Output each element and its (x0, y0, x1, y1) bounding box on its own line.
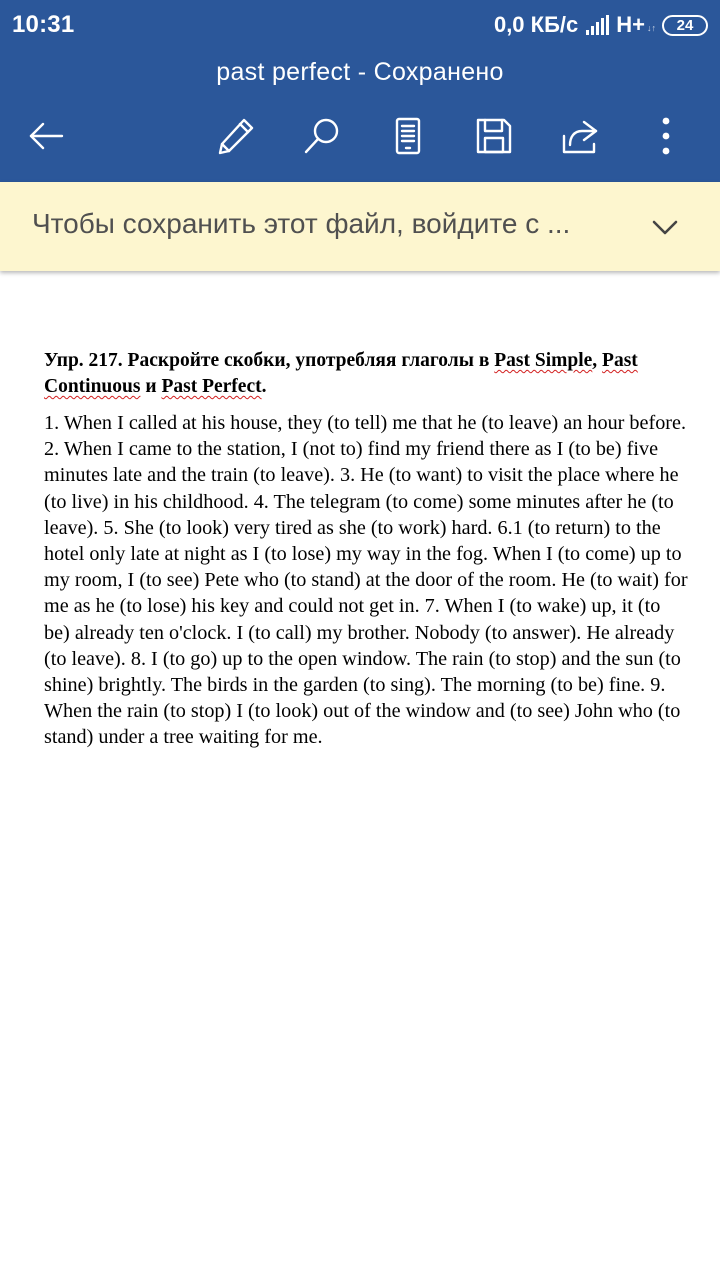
mobile-view-icon (388, 116, 428, 156)
heading-intro: Упр. 217. Раскройте скобки, употребляя глаголы в (44, 350, 495, 371)
expand-banner-button[interactable] (648, 210, 682, 244)
battery-level: 24 (676, 16, 694, 34)
signin-message: Чтобы сохранить этот файл, войдите с ... (32, 208, 571, 239)
search-icon (302, 116, 342, 156)
network-activity-icon: ↓↑ (647, 23, 656, 33)
edit-button[interactable] (208, 108, 264, 164)
spelling-flag-past-simple: Past Simple (494, 350, 593, 371)
search-button[interactable] (294, 108, 350, 164)
document-title: past perfect - Сохранено (216, 58, 504, 86)
share-button[interactable] (552, 108, 608, 164)
network-speed: 0,0 КБ/с (493, 12, 579, 37)
signal-strength-icon (586, 15, 610, 35)
pencil-icon (216, 116, 256, 156)
document-page[interactable] (44, 348, 688, 751)
spelling-flag-past-continuous: Past Continuous (44, 350, 638, 397)
heading-comma: , (592, 350, 603, 371)
more-options-button[interactable] (638, 108, 694, 164)
battery-icon (662, 15, 708, 36)
status-indicators (494, 10, 708, 40)
arrow-left-icon (26, 116, 66, 156)
save-icon (474, 116, 514, 156)
heading-and: и (140, 376, 162, 397)
exercise-text: 1. When I called at his house, they (to tell) me that he (to leave) an hour before. 2. When I came to the station, I (not to) find my friend there as I (to be) five minutes late and the train (to leave). 3. He (to want) to visit the place where he (to live) in his childhood. 4. The telegram (to come) some minutes after he (to leave). 5. She (to look) very tired as she (to work) hard. 6.1 (to return) to the hotel only late at night as I (to lose) my way in the fog. When I (to come) up to my room, I (to see) Pete who (to stand) at the door of the room. He (to wait) for me as he (to lose) his key and could not get in. 7. When I (to wake) up, it (to be) already ten o'clock. I (to call) my brother. Nobody (to answer). He already (to leave). 8. I (to go) up to the open window. The rain (to stop) and the sun (to shine) brightly. The birds in the garden (to sing). The morning (to be) fine. 9. When the rain (to stop) I (to look) out of the window and (to see) John who (to stand) under a tree waiting for me. (44, 412, 688, 749)
mobile-view-button[interactable] (380, 108, 436, 164)
chevron-down-icon (648, 210, 682, 244)
app-bar (0, 50, 720, 182)
spelling-flag-past-perfect: Past Perfect (161, 376, 262, 397)
heading-end: . (261, 376, 267, 397)
status-bar (0, 0, 720, 50)
share-icon (560, 116, 600, 156)
signin-banner[interactable] (0, 182, 720, 271)
more-vertical-icon (646, 116, 686, 156)
back-button[interactable] (18, 108, 74, 164)
network-type: H+ (616, 12, 645, 37)
status-time: 10:31 (12, 11, 75, 38)
save-button[interactable] (466, 108, 522, 164)
exercise-heading (44, 348, 688, 400)
